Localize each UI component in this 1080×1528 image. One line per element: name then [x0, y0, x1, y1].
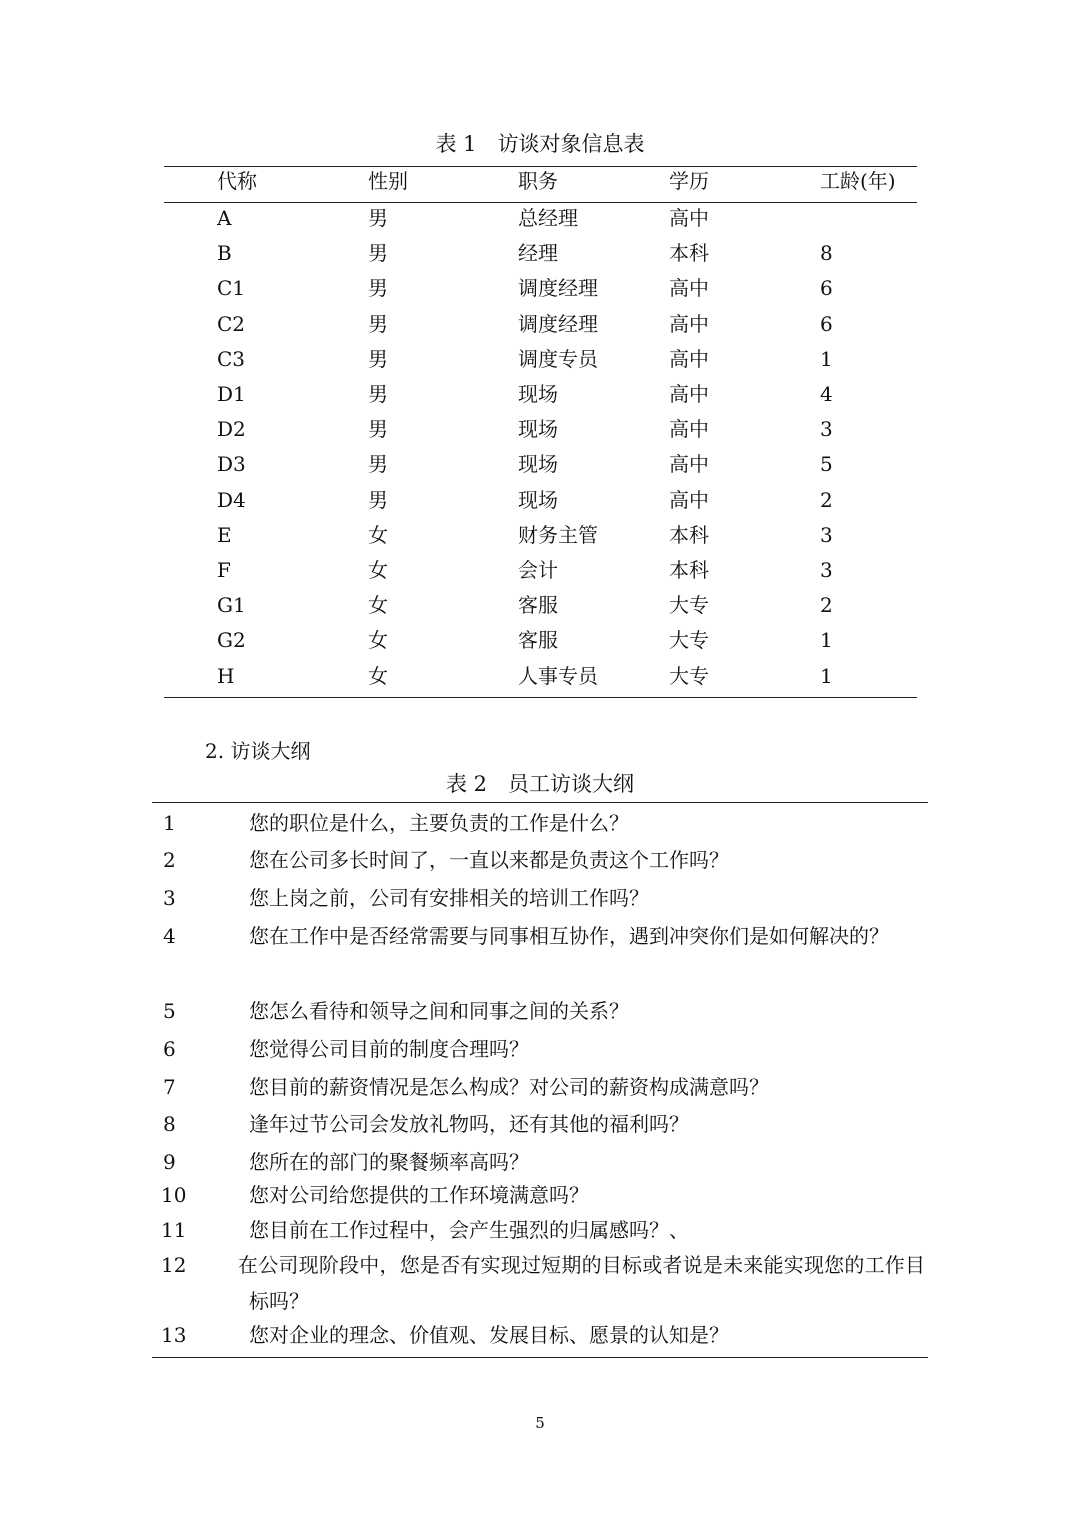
- table1-cell: 3: [820, 522, 833, 547]
- table1-header-cell: 职务: [518, 169, 558, 193]
- question-number: 3: [163, 886, 176, 910]
- question-text: 您的职位是什么，主要负责的工作是什么？: [249, 811, 629, 835]
- table1-cell: 1: [820, 628, 833, 653]
- table1-cell: 男: [368, 452, 388, 477]
- question-text: 您怎么看待和领导之间和同事之间的关系？: [249, 999, 629, 1023]
- table1-cell: 高中: [669, 417, 709, 442]
- table1-cell: 男: [368, 487, 388, 512]
- table1-cell: 高中: [669, 206, 709, 230]
- table1-cell: 女: [368, 593, 388, 618]
- table1-cell: 高中: [669, 311, 709, 336]
- table1-cell: D4: [217, 487, 246, 512]
- table2-bottom-rule: [152, 1357, 928, 1358]
- table1-header-rule: [164, 202, 917, 203]
- question-text: 您对企业的理念、价值观、发展目标、愿景的认知是？: [249, 1323, 729, 1347]
- question-text: 逢年过节公司会发放礼物吗，还有其他的福利吗？: [249, 1112, 689, 1136]
- table1-cell: 本科: [669, 241, 709, 266]
- table1-title: 表 1 访谈对象信息表: [435, 132, 645, 156]
- table2-title: 表 2 员工访谈大纲: [445, 772, 635, 796]
- table1-cell: 现场: [518, 452, 558, 477]
- table1-cell: 女: [368, 522, 388, 547]
- table1-cell: 女: [368, 628, 388, 653]
- table1-cell: A: [217, 206, 232, 230]
- question-number: 9: [163, 1150, 176, 1174]
- table1-cell: 客服: [518, 628, 558, 653]
- table1-cell: 6: [820, 311, 833, 336]
- table1-cell: 高中: [669, 382, 709, 406]
- question-number: 6: [163, 1037, 176, 1061]
- table1-cell: 高中: [669, 276, 709, 301]
- table1-cell: 本科: [669, 522, 709, 547]
- table1-cell: 现场: [518, 487, 558, 512]
- table2-top-rule: [152, 802, 928, 803]
- question-text: 在公司现阶段中，您是否有实现过短期的目标或者说是未来能实现您的工作目标吗？: [238, 1253, 925, 1313]
- table1-cell: 经理: [518, 241, 558, 266]
- question-text: 您对公司给您提供的工作环境满意吗？: [249, 1183, 589, 1207]
- question-number: 10: [161, 1183, 187, 1207]
- table1-cell: H: [217, 663, 235, 688]
- question-number: 13: [161, 1323, 187, 1347]
- table1-cell: 现场: [518, 417, 558, 442]
- table1-cell: 4: [820, 382, 833, 406]
- table1-header-cell: 学历: [669, 169, 709, 193]
- question-text: 您所在的部门的聚餐频率高吗？: [249, 1150, 529, 1174]
- table1-cell: D3: [217, 452, 246, 477]
- question-number: 4: [163, 924, 176, 948]
- table1-cell: G2: [217, 628, 246, 653]
- table1-cell: 调度专员: [518, 346, 598, 371]
- question-number: 1: [163, 811, 176, 835]
- question-number: 12: [161, 1253, 187, 1277]
- table1-cell: C1: [217, 276, 246, 301]
- table1-bottom-rule: [164, 697, 917, 698]
- table1-cell: C3: [217, 346, 246, 371]
- table1-cell: 3: [820, 558, 833, 582]
- table1-cell: 1: [820, 663, 833, 688]
- table1-header-cell: 性别: [368, 169, 408, 193]
- table1-cell: 8: [820, 241, 833, 266]
- table1-cell: 会计: [518, 558, 558, 582]
- question-text: 您目前在工作过程中，会产生强烈的归属感吗？、: [249, 1218, 689, 1242]
- table1-cell: 3: [820, 417, 833, 442]
- table1-cell: 人事专员: [518, 663, 598, 688]
- table1-cell: 本科: [669, 558, 709, 582]
- table1-cell: 现场: [518, 382, 558, 406]
- table1-cell: 男: [368, 206, 388, 230]
- question-text: 您觉得公司目前的制度合理吗？: [249, 1037, 529, 1061]
- table1-cell: D1: [217, 382, 246, 406]
- question-text: 您在公司多长时间了，一直以来都是负责这个工作吗？: [249, 848, 729, 872]
- table1-cell: 男: [368, 417, 388, 442]
- table1-cell: 男: [368, 276, 388, 301]
- table1-cell: G1: [217, 593, 246, 618]
- table1-cell: 女: [368, 663, 388, 688]
- table1-cell: E: [217, 522, 232, 547]
- table1-cell: 高中: [669, 452, 709, 477]
- question-number: 2: [163, 848, 176, 872]
- question-text: 您上岗之前，公司有安排相关的培训工作吗？: [249, 886, 649, 910]
- table1-cell: 2: [820, 593, 833, 618]
- question-number: 5: [163, 999, 176, 1023]
- table1-cell: 男: [368, 382, 388, 406]
- table1-cell: 高中: [669, 346, 709, 371]
- section-heading: 2. 访谈大纲: [205, 739, 311, 763]
- table1-cell: 大专: [669, 593, 709, 618]
- table1-cell: B: [217, 241, 232, 266]
- table1-cell: 女: [368, 558, 388, 582]
- page-number: 5: [535, 1414, 545, 1432]
- table1-cell: 客服: [518, 593, 558, 618]
- table1-top-rule: [164, 166, 917, 167]
- table1-cell: 大专: [669, 628, 709, 653]
- table1-cell: 1: [820, 346, 833, 371]
- table1-cell: 男: [368, 346, 388, 371]
- question-number: 7: [163, 1075, 176, 1099]
- table1-cell: D2: [217, 417, 246, 442]
- table1-cell: 总经理: [518, 206, 578, 230]
- table1-header-cell: 代称: [217, 169, 257, 193]
- table1-cell: F: [217, 558, 231, 582]
- question-number: 8: [163, 1112, 176, 1136]
- table1-cell: 6: [820, 276, 833, 301]
- table1-cell: 5: [820, 452, 833, 477]
- table1-cell: 2: [820, 487, 833, 512]
- table1-header-cell: 工龄(年): [820, 169, 896, 193]
- table1-cell: 调度经理: [518, 276, 598, 301]
- question-text: 您目前的薪资情况是怎么构成？对公司的薪资构成满意吗？: [249, 1075, 769, 1099]
- table1-cell: 男: [368, 311, 388, 336]
- table1-cell: 男: [368, 241, 388, 266]
- table1-cell: 财务主管: [518, 522, 598, 547]
- table1-cell: 大专: [669, 663, 709, 688]
- table1-cell: C2: [217, 311, 246, 336]
- table1-cell: 调度经理: [518, 311, 598, 336]
- question-number: 11: [161, 1218, 187, 1242]
- table1-cell: 高中: [669, 487, 709, 512]
- question-text: 您在工作中是否经常需要与同事相互协作，遇到冲突你们是如何解决的？: [249, 924, 889, 948]
